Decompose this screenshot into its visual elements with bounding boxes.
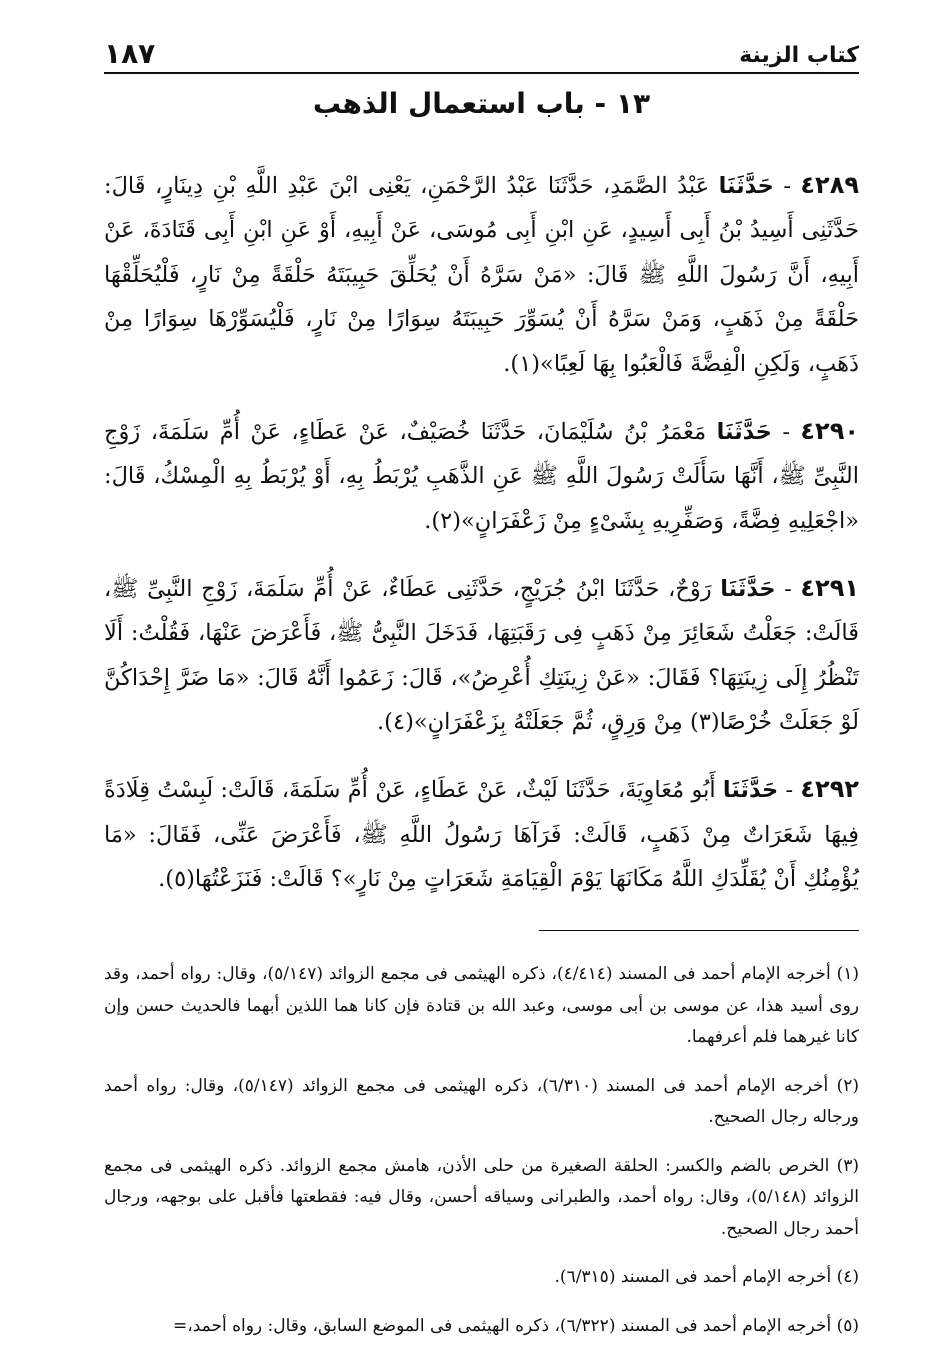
hadith-text: مَعْمَرُ بْنُ سُلَيْمَانَ، حَدَّثَنَا خُصَيْفٌ، عَنْ عَطَاءٍ، عَنْ أُمِّ سَلَمَةَ، زَوْجِ النَّبِىِّ ﷺ، أَنَّهَا سَأَلَتْ رَسُولَ اللَّهِ ﷺ عَنِ الذَّهَبِ يُرْبَطُ بِهِ، أَوْ يُرْبَطُ بِهِ الْمِسْكُ، قَالَ: «اجْعَلِيهِ فِضَّةً، وَصَفِّرِيهِ بِشَىْءٍ مِنْ زَعْفَرَانٍ»(٢). xyxy=(104,418,859,534)
footnote-2: (٢) أخرجه الإمام أحمد فى المسند (٦/٣١٠)، ذكره الهيثمى فى مجمع الزوائد (٥/١٤٧)، وقال: رواه أحمد ورجاله رجال الصحيح. xyxy=(104,1075,859,1127)
chapter-title: ١٣ - باب استعمال الذهب xyxy=(312,87,651,120)
hadith-4292: ٤٢٩٢ - حَدَّثَنَا أَبُو مُعَاوِيَةَ، حَدَّثَنَا لَيْثٌ، عَنْ عَطَاءٍ، عَنْ أُمِّ سَلَمَةَ، قَالَتْ: لَبِسْتُ قِلَادَةً فِيهَا شَعَرَاتٌ مِنْ ذَهَبٍ، قَالَتْ: فَرَآهَا رَسُولُ اللَّهِ ﷺ، فَأَعْرَضَ عَنِّى، فَقَالَ: «مَا يُؤْمِنُكِ أَنْ يُقَلِّدَكِ اللَّهُ مَكَانَهَا يَوْمَ الْقِيَامَةِ شَعَرَاتٍ مِنْ نَارٍ»؟ قَالَتْ: فَنَزَعْتُهَا(٥). xyxy=(104,775,859,892)
hadith-lead: حَدَّثَنَا xyxy=(716,418,772,445)
hadith-text: رَوْحٌ، حَدَّثَنَا ابْنُ جُرَيْجٍ، حَدَّثَنِى عَطَاءٌ، عَنْ أُمِّ سَلَمَةَ، زَوْجِ النَّبِىِّ ﷺ، قَالَتْ: جَعَلْتُ شَعَائِرَ مِنْ ذَهَبٍ فِى رَقَبَتِهَا، فَدَخَلَ النَّبِىُّ ﷺ، فَأَعْرَضَ عَنْهَا، فَقُلْتُ: أَلَا تَنْظُرُ إِلَى زِينَتِهَا؟ فَقَالَ: «عَنْ زِينَتِكِ أُعْرِضُ»، قَالَ: زَعَمُوا أَنَّهُ قَالَ: «مَا ضَرَّ إِحْدَاكُنَّ لَوْ جَعَلَتْ خُرْصًا(٣) مِنْ وَرِقٍ، ثُمَّ جَعَلَتْهُ بِزَعْفَرَانٍ»(٤). xyxy=(104,575,859,735)
hadith-number: ٤٢٩١ xyxy=(800,573,859,602)
hadith-text: عَبْدُ الصَّمَدِ، حَدَّثَنَا عَبْدُ الرَّحْمَنِ، يَعْنِى ابْنَ عَبْدِ اللَّهِ بْنِ دِينَارٍ، قَالَ: حَدَّثَنِى أَسِيدُ بْنُ أَبِى أَسِيدٍ، عَنِ ابْنِ أَبِى مُوسَى، عَنْ أَبِيهِ، أَوْ عَنِ ابْنِ أَبِى قَتَادَةَ، عَنْ أَبِيهِ، أَنَّ رَسُولَ اللَّهِ ﷺ قَالَ: «مَنْ سَرَّهُ أَنْ يُحَلِّقَ حَبِيبَتَهُ حَلْقَةً مِنْ نَارٍ، فَلْيُحَلِّقْهَا حَلْقَةً مِنْ ذَهَبٍ، وَمَنْ سَرَّهُ أَنْ يُسَوِّرَ حَبِيبَتَهُ سِوَارًا مِنْ نَارٍ، فَلْيُسَوِّرْهَا سِوَارًا مِنْ ذَهَبٍ، وَلَكِنِ الْفِضَّةَ فَالْعَبُوا بِهَا لَعِبًا»(١). xyxy=(104,172,859,377)
hadith-4290: ٤٢٩٠ - حَدَّثَنَا مَعْمَرُ بْنُ سُلَيْمَانَ، حَدَّثَنَا خُصَيْفٌ، عَنْ عَطَاءٍ، عَنْ أُمِّ سَلَمَةَ، زَوْجِ النَّبِىِّ ﷺ، أَنَّهَا سَأَلَتْ رَسُولَ اللَّهِ ﷺ عَنِ الذَّهَبِ يُرْبَطُ بِهِ، أَوْ يُرْبَطُ بِهِ الْمِسْكُ، قَالَ: «اجْعَلِيهِ فِضَّةً، وَصَفِّرِيهِ بِشَىْءٍ مِنْ زَعْفَرَانٍ»(٢). xyxy=(104,416,859,534)
hadith-4291: ٤٢٩١ - حَدَّثَنَا رَوْحٌ، حَدَّثَنَا ابْنُ جُرَيْجٍ، حَدَّثَنِى عَطَاءٌ، عَنْ أُمِّ سَلَمَةَ، زَوْجِ النَّبِىِّ ﷺ، قَالَتْ: جَعَلْتُ شَعَائِرَ مِنْ ذَهَبٍ فِى رَقَبَتِهَا، فَدَخَلَ النَّبِىُّ ﷺ، فَأَعْرَضَ عَنْهَا، فَقُلْتُ: أَلَا تَنْظُرُ إِلَى زِينَتِهَا؟ فَقَالَ: «عَنْ زِينَتِكِ أُعْرِضُ»، قَالَ: زَعَمُوا أَنَّهُ قَالَ: «مَا ضَرَّ إِحْدَاكُنَّ لَوْ جَعَلَتْ خُرْصًا(٣) مِنْ وَرِقٍ، ثُمَّ جَعَلَتْهُ بِزَعْفَرَانٍ»(٤). xyxy=(104,573,859,735)
hadith-lead: حَدَّثَنَا xyxy=(722,777,779,803)
running-title: كتاب الزينة xyxy=(739,43,859,68)
page-number: ١٨٧ xyxy=(104,37,156,70)
hadith-text: أَبُو مُعَاوِيَةَ، حَدَّثَنَا لَيْثٌ، عَنْ عَطَاءٍ، عَنْ أُمِّ سَلَمَةَ، قَالَتْ: لَبِسْتُ قِلَادَةً فِيهَا شَعَرَاتٌ مِنْ ذَهَبٍ، قَالَتْ: فَرَآهَا رَسُولُ اللَّهِ ﷺ، فَأَعْرَضَ عَنِّى، فَقَالَ: «مَا يُؤْمِنُكِ أَنْ يُقَلِّدَكِ اللَّهُ مَكَانَهَا يَوْمَ الْقِيَامَةِ شَعَرَاتٍ مِنْ نَارٍ»؟ قَالَتْ: فَنَزَعْتُهَا(٥). xyxy=(104,777,859,892)
footnote-5: (٥) أخرجه الإمام أحمد فى المسند (٦/٣٢٢)، ذكره الهيثمى فى الموضع السابق، وقال: رواه أحمد،= xyxy=(172,1315,859,1336)
running-head xyxy=(104,32,859,74)
footnote-4: (٤) أخرجه الإمام أحمد فى المسند (٦/٣١٥). xyxy=(554,1267,859,1287)
hadith-lead: حَدَّثَنَا xyxy=(718,172,774,199)
hadith-4289: ٤٢٨٩ - حَدَّثَنَا عَبْدُ الصَّمَدِ، حَدَّثَنَا عَبْدُ الرَّحْمَنِ، يَعْنِى ابْنَ عَبْدِ اللَّهِ بْنِ دِينَارٍ، قَالَ: حَدَّثَنِى أَسِيدُ بْنُ أَبِى أَسِيدٍ، عَنِ ابْنِ أَبِى مُوسَى، عَنْ أَبِيهِ، أَوْ عَنِ ابْنِ أَبِى قَتَادَةَ، عَنْ أَبِيهِ، أَنَّ رَسُولَ اللَّهِ ﷺ قَالَ: «مَنْ سَرَّهُ أَنْ يُحَلِّقَ حَبِيبَتَهُ حَلْقَةً مِنْ نَارٍ، فَلْيُحَلِّقْهَا حَلْقَةً مِنْ ذَهَبٍ، وَمَنْ سَرَّهُ أَنْ يُسَوِّرَ حَبِيبَتَهُ سِوَارًا مِنْ نَارٍ، فَلْيُسَوِّرْهَا سِوَارًا مِنْ ذَهَبٍ، وَلَكِنِ الْفِضَّةَ فَالْعَبُوا بِهَا لَعِبًا»(١). xyxy=(104,170,859,377)
footnote-divider xyxy=(539,930,859,931)
footnote-1: (١) أخرجه الإمام أحمد فى المسند (٤/٤١٤)، ذكره الهيثمى فى مجمع الزوائد (٥/١٤٧)، وقال: رواه أحمد، وقد روى أسيد هذا، عن موسى بن أبى موسى، وعبد الله بن قتادة فإن كانا هما اللذين أبهما فالحديث حسن وإن كانا غيرهما فلم أعرفهما. xyxy=(104,964,859,1047)
hadith-lead: حَدَّثَنَا xyxy=(720,575,776,602)
footnote-list xyxy=(104,942,859,1346)
hadith-number: ٤٢٩٠ xyxy=(800,416,859,445)
hadith-list xyxy=(104,140,859,916)
hadith-number: ٤٢٩٢ xyxy=(800,775,859,803)
footnote-3: (٣) الخرص بالضم والكسر: الحلقة الصغيرة من حلى الأذن، هامش مجمع الزوائد. ذكره الهيثمى فى مجمع الزوائد (٥/١٤٨)، وقال: رواه أحمد، والطبرانى وسياقه أحسن، وقال فيه: فقطعتها فأقبل على بوجهه، ورجال أحمد رجال الصحيح. xyxy=(104,1155,859,1239)
hadith-number: ٤٢٨٩ xyxy=(800,170,859,199)
